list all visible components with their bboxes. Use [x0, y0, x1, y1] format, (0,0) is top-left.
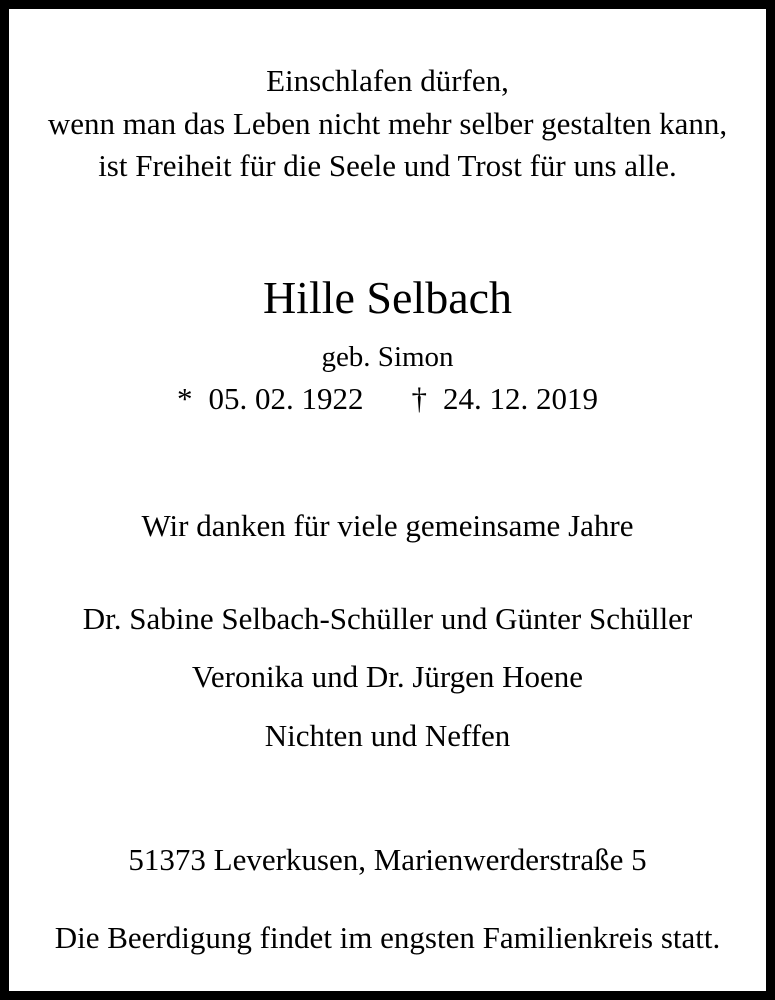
birth-name: geb. Simon [321, 341, 454, 373]
mourner-line-2: Veronika und Dr. Jürgen Hoene [191, 659, 584, 694]
birth-star-icon: * [177, 381, 193, 416]
life-dates [9, 383, 766, 414]
thanks-line: Wir danken für viele gemeinsame Jahre [141, 508, 634, 543]
verse-line-3: ist Freiheit für die Seele und Trost für uns alle. [98, 148, 677, 183]
death-cross-icon: † [411, 381, 427, 416]
birth-date: 05. 02. 1922 [208, 381, 364, 416]
deceased-name: Hille Selbach [262, 272, 513, 323]
mourner-line-1: Dr. Sabine Selbach-Schüller und Günter Schüller [82, 601, 693, 636]
mourner-line-3: Nichten und Neffen [264, 718, 511, 753]
funeral-note: Die Beerdigung findet im engsten Familienkreis statt. [54, 920, 721, 955]
verse-line-2: wenn man das Leben nicht mehr selber gestalten kann, [47, 106, 728, 141]
death-date: 24. 12. 2019 [443, 381, 598, 416]
address-line: 51373 Leverkusen, Marienwerderstraße 5 [128, 842, 647, 877]
verse-line-1: Einschlafen dürfen, [266, 63, 509, 98]
